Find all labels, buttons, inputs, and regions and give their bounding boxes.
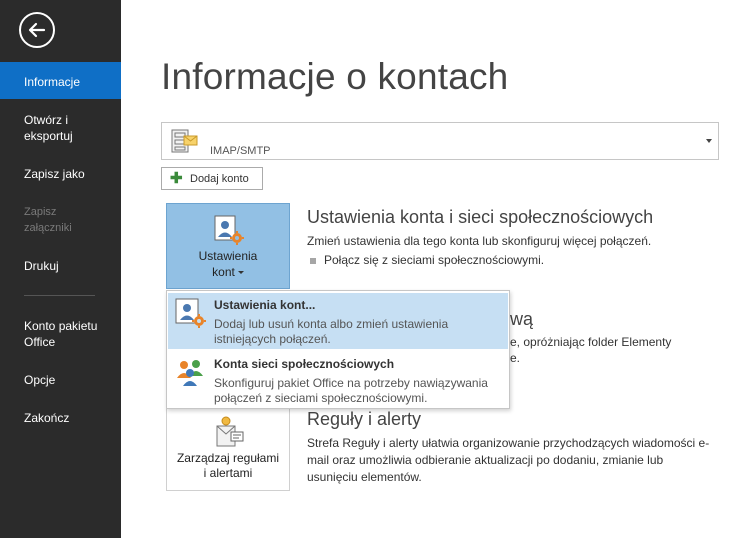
page-title: Informacje o kontach bbox=[161, 56, 509, 97]
nav-drukuj[interactable]: Drukuj bbox=[24, 259, 59, 273]
cleanup-desc-tail-2: e. bbox=[510, 351, 521, 365]
menu-item-social-accounts-title: Konta sieci społecznościowych bbox=[214, 357, 395, 371]
menu-item-account-settings[interactable] bbox=[168, 293, 508, 349]
nav-konto-pakietu-office[interactable]: Konto pakietu Office bbox=[24, 319, 98, 349]
account-settings-label-2-wrap bbox=[167, 265, 289, 280]
account-settings-button[interactable] bbox=[166, 203, 290, 289]
manage-rules-label-2: i alertami bbox=[203, 466, 253, 480]
account-type-label: IMAP/SMTP bbox=[210, 145, 271, 157]
social-connect-bullet[interactable] bbox=[310, 253, 544, 267]
account-selector[interactable] bbox=[161, 122, 719, 160]
settings-desc: Zmień ustawienia dla tego konta lub skonfiguruj więcej połączeń. bbox=[307, 234, 652, 248]
bullet-icon bbox=[310, 258, 316, 264]
account-settings-label-2: kont bbox=[212, 265, 235, 279]
plus-icon: ✚ bbox=[170, 170, 183, 187]
rules-title: Reguły i alerty bbox=[307, 409, 422, 429]
account-settings-menu bbox=[166, 290, 510, 409]
nav-opcje[interactable]: Opcje bbox=[24, 373, 56, 387]
nav-otworz-eksportuj[interactable]: Otwórz i eksportuj bbox=[24, 113, 73, 143]
settings-title: Ustawienia konta i sieci społecznościowych bbox=[307, 207, 654, 227]
menu-item-account-settings-title: Ustawienia kont... bbox=[214, 298, 316, 312]
mail-account-icon bbox=[170, 128, 200, 156]
account-settings-label-1: Ustawienia bbox=[198, 249, 258, 263]
nav-zapisz-jako[interactable]: Zapisz jako bbox=[24, 167, 85, 181]
nav-zapisz-zalaczniki: Zapisz załączniki bbox=[24, 206, 72, 234]
cleanup-title-tail: wą bbox=[510, 309, 534, 329]
caret-down-icon bbox=[238, 271, 244, 274]
rules-desc: Strefa Reguły i alerty ułatwia organizowanie przychodzących wiadomości e-mail oraz umożliwia odbieranie aktualizacji po dodaniu, zmianie lub usunięciu elementów. bbox=[307, 436, 710, 484]
rules-alerts-icon bbox=[213, 414, 245, 448]
menu-item-account-settings-desc: Dodaj lub usuń konta albo zmień ustawienia istniejących połączeń. bbox=[214, 317, 449, 346]
add-account-button[interactable] bbox=[161, 167, 263, 190]
nav-informacje[interactable]: Informacje bbox=[0, 62, 121, 99]
chevron-down-icon[interactable] bbox=[706, 139, 712, 143]
back-arrow-icon bbox=[27, 20, 47, 40]
menu-item-social-accounts[interactable] bbox=[168, 352, 508, 407]
manage-rules-button[interactable] bbox=[166, 408, 290, 491]
nav-separator bbox=[24, 295, 95, 296]
cleanup-desc-tail: e, opróżniając folder Elementy bbox=[510, 335, 672, 349]
account-settings-icon bbox=[174, 297, 208, 329]
back-button[interactable] bbox=[19, 12, 55, 48]
backstage-sidebar bbox=[0, 0, 121, 538]
menu-item-social-accounts-desc: Skonfiguruj pakiet Office na potrzeby nawiązywania połączeń z sieciami społecznościowymi. bbox=[214, 376, 488, 405]
social-connect-link[interactable]: Połącz się z sieciami społecznościowymi. bbox=[324, 253, 545, 267]
add-account-label: Dodaj konto bbox=[190, 173, 249, 185]
account-settings-icon bbox=[213, 214, 245, 246]
nav-zakoncz[interactable]: Zakończ bbox=[24, 411, 70, 425]
social-network-icon bbox=[174, 356, 208, 388]
manage-rules-label-1: Zarządzaj regułami bbox=[176, 451, 280, 465]
